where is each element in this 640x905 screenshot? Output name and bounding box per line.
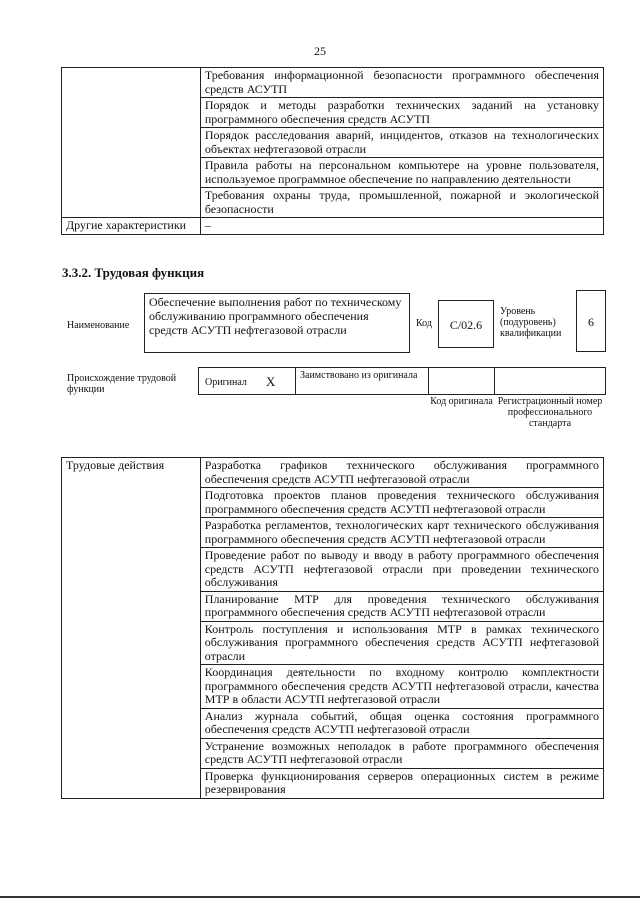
table-cell: Подготовка проектов планов проведения технического обслуживания программного обеспечения средств АСУТП нефтегазовой отрасли — [200, 488, 603, 518]
level-label: Уровень (подуровень) квалификации — [500, 306, 562, 339]
function-name-box — [144, 293, 410, 353]
knowledge-table — [61, 67, 604, 235]
table-row — [62, 68, 604, 98]
origin-label: Происхождение трудовой функции — [67, 373, 177, 395]
original-label: Оригинал — [205, 377, 247, 388]
table-cell: Требования информационной безопасности программного обеспечения средств АСУТП — [200, 68, 603, 98]
borrowed-box — [295, 367, 429, 395]
original-box — [198, 367, 296, 395]
table-cell: Контроль поступления и использования МТР в рамках технического обслуживания программного обеспечения средств АСУТП нефтегазовой отрасли — [200, 621, 603, 665]
borrowed-label: Заимствовано из оригинала — [300, 370, 418, 381]
labor-actions-label: Трудовые действия — [62, 458, 201, 799]
table-cell: Проведение работ по выводу и вводу в работу программного обеспечения средств АСУТП нефтегазовой отрасли при проведении технического обслуживания — [200, 548, 603, 592]
original-mark: X — [266, 374, 276, 389]
function-name: Обеспечение выполнения работ по техническому обслуживанию программного обеспечения средств АСУТП нефтегазовой отрасли — [149, 295, 402, 337]
table-row — [62, 458, 604, 488]
table-cell: Порядок расследования аварий, инцидентов, отказов на технологических объектах нефтегазовой отрасли — [200, 128, 603, 158]
code-value: C/02.6 — [449, 318, 483, 332]
table-cell: Координация деятельности по входному контролю комплектности программного обеспечения средств АСУТП нефтегазовой отрасли, качества МТР в области АСУТП нефтегазовой отрасли — [200, 665, 603, 709]
table-cell: Планирование МТР для проведения технического обслуживания программного обеспечения средств АСУТП нефтегазовой отрасли — [200, 591, 603, 621]
other-characteristics-value: – — [200, 218, 603, 235]
name-label: Наименование — [67, 320, 130, 331]
empty-label-cell — [62, 68, 201, 218]
code-label: Код — [416, 318, 432, 329]
table-cell: Проверка функционирования серверов операционных систем в режиме резервирования — [200, 768, 603, 798]
table-cell: Разработка регламентов, технологических карт технического обслуживания программного обеспечения средств АСУТП нефтегазовой отрасли — [200, 518, 603, 548]
level-box — [576, 290, 606, 352]
labor-actions-table — [61, 457, 604, 799]
other-characteristics-label: Другие характеристики — [62, 218, 201, 235]
page-number: 25 — [314, 44, 326, 58]
code-original-box — [428, 367, 495, 395]
level-value: 6 — [588, 315, 594, 329]
scan-edge-line — [0, 896, 640, 898]
table-cell: Устранение возможных неполадок в работе программного обеспечения средств АСУТП нефтегазовой отрасли — [200, 738, 603, 768]
code-box — [438, 300, 494, 348]
section-heading: 3.3.2. Трудовая функция — [62, 265, 205, 280]
table-cell: Анализ журнала событий, общая оценка состояния программного обеспечения средств АСУТП нефтегазовой отрасли — [200, 708, 603, 738]
table-cell: Порядок и методы разработки технических заданий на установку программного обеспечения средств АСУТП — [200, 98, 603, 128]
code-original-label: Код оригинала — [430, 396, 493, 407]
table-cell: Требования охраны труда, промышленной, пожарной и экологической безопасности — [200, 188, 603, 218]
table-cell: Разработка графиков технического обслуживания программного обеспечения средств АСУТП нефтегазовой отрасли — [200, 458, 603, 488]
table-cell: Правила работы на персональном компьютере на уровне пользователя, используемое программное обеспечение по направлению деятельности — [200, 158, 603, 188]
reg-number-label: Регистрационный номер профессионального стандарта — [497, 396, 603, 429]
reg-number-box — [494, 367, 606, 395]
table-row — [62, 218, 604, 235]
